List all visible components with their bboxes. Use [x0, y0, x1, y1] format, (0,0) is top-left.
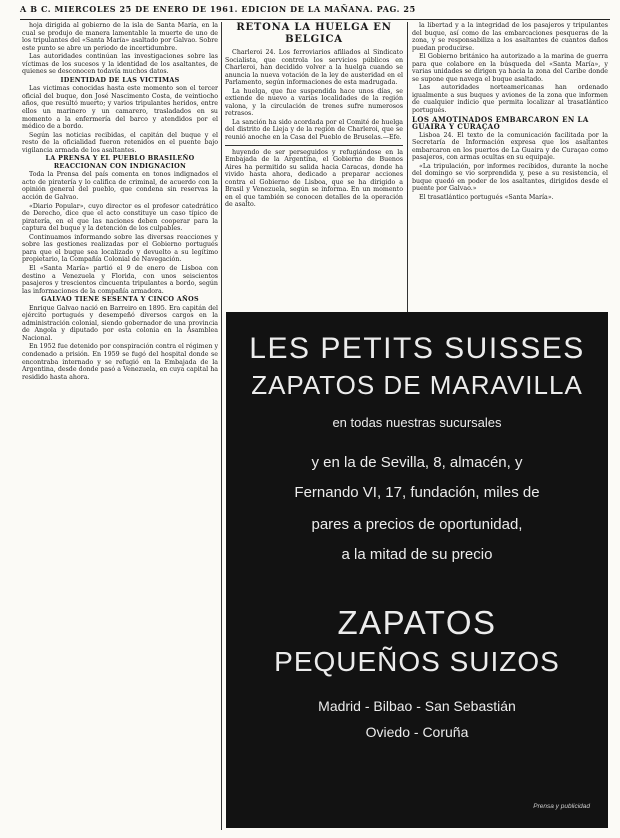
paragraph: Según las noticias recibidas, el capitán del buque y el resto de la oficialidad fueron retenidos en el puente bajo vigilancia armada de los asaltantes. — [22, 131, 218, 154]
headline-belgica: RETOÑA LA HUELGA EN BELGICA — [236, 22, 392, 45]
column-left — [22, 22, 218, 830]
paragraph: El trasatlántico portugués «Santa María». — [419, 194, 554, 202]
ad-brand: LES PETITS SUISSES — [249, 332, 585, 365]
ad-slogan: ZAPATOS DE MARAVILLA — [251, 370, 583, 400]
subheading-press: LA PRENSA Y EL PUEBLO BRASILEÑO REACCIONAN CON INDIGNACION — [45, 154, 195, 170]
paragraph: Toda la Prensa del país comenta en tonos indignados el acto de piratería y lo califica de criminal, de acuerdo con la opinión general del pueblo, que condena sin reservas la acción de Galvao. — [22, 171, 218, 202]
headline-amotinados: LOS AMOTINADOS EMBARCARON EN LA GUAIRA Y CURAÇAO — [412, 114, 589, 132]
column-divider-2 — [407, 22, 408, 312]
paragraph: «La tripulación, por informes recibidos, durante la noche del domingo se vio sorprendida y, pese a su resistencia, el buque quedó en poder de los asaltantes, dirigidos desde el puente por Galvao.» — [412, 162, 608, 193]
section-rule — [225, 145, 403, 146]
paragraph: huyendo de ser perseguidos y refugiándose en la Embajada de la Argentina, el Gobierno de Buenos Aires ha permitido su salida hacia Caracas, donde ha vivido hasta ahora, dedicado a preparar acciones contra el Gobierno de Lisboa, que se ha dirigido a Brasil y Venezuela, según se informa. En un momento en el que también se conocen detalles de la operación de asalto. — [225, 148, 403, 209]
paragraph: Enrique Galvao nació en Barreiro en 1895. Era capitán del ejército portugués y desempeñó diversos cargos en la administración colonial, siendo gobernador de una provincia de Angola y diputado por esta colonia en la Asamblea Nacional. — [22, 304, 218, 342]
ad-title-2: PEQUEÑOS SUIZOS — [274, 646, 560, 677]
subheading-victims: IDENTIDAD DE LAS VICTIMAS — [60, 75, 180, 84]
ad-body-line: Fernando VI, 17, fundación, miles de — [294, 484, 540, 501]
ad-body-line: y en la de Sevilla, 8, almacén, y — [311, 454, 523, 471]
paragraph: El Gobierno británico ha autorizado a la marina de guerra para que colabore en la búsqueda del «Santa María», y varias unidades se dirigen ya hacia la zona del Caribe donde se supone que navega el buque asaltado. — [412, 53, 608, 83]
column-middle — [225, 22, 403, 325]
column-divider-1 — [221, 22, 222, 830]
page-header: A B C. MIERCOLES 25 DE ENERO DE 1961. EDICION DE LA MAÑANA. PAG. 25 — [20, 4, 416, 14]
paragraph: Charleroi 24. Los ferroviarios afiliados al Sindicato Socialista, que controla los servicios públicos en Charleroi, han decidido volver a la huelga cuando se anuncia la nueva votación de la ley de austeridad en el Parlamento, según informaciones de esta madrugada. — [225, 49, 403, 87]
ad-body-line: pares a precios de oportunidad, — [311, 516, 523, 533]
paragraph: Las autoridades continúan las investigaciones sobre las víctimas de los sucesos y la identidad de los asaltantes, de quienes se desconocen todavía muchos datos. — [22, 53, 218, 76]
ad-subline: en todas nuestras sucursales — [332, 415, 502, 430]
ad-title: ZAPATOS — [337, 604, 497, 641]
paragraph: El «Santa María» partió el 9 de enero de Lisboa con destino a Venezuela y Florida, con unos seiscientos pasajeros y trescientos cincuenta tripulantes a bordo, según las informaciones de la compañía armadora. — [22, 264, 218, 295]
paragraph: La huelga, que fue suspendida hace unos días, se extiende de nuevo a varias localidades de la región valona, y la circulación de trenes sufre numerosos retrasos. — [225, 87, 403, 118]
paragraph: Lisboa 24. El texto de la comunicación facilitada por la Secretaría de Información expresa que los asaltantes embarcaron en los puertos de La Guaira y de Curaçao como pasajeros, con armas ocultas en su equipaje. — [412, 131, 608, 162]
ad-signature: Prensa y publicidad — [533, 803, 590, 810]
shoe-advertisement — [226, 312, 608, 828]
paragraph: la libertad y a la integridad de los pasajeros y tripulantes del buque, así como de las embarcaciones pesqueras de la zona, y se responsabiliza a los asaltantes de cuantos daños puedan producirse. — [412, 22, 608, 52]
column-right — [412, 22, 608, 322]
header-rule — [20, 19, 610, 20]
paragraph: Las autoridades norteamericanas han ordenado igualmente a sus buques y aviones de la zona que informen de cualquier indicio que permita localizar al trasatlántico portugués. — [412, 84, 608, 115]
subheading-galvao: GALVAO TIENE SESENTA Y CINCO AÑOS — [41, 295, 199, 304]
paragraph: Continuamos informando sobre las diversas reacciones y sobre las gestiones realizadas por el Gobierno portugués para que el buque sea localizado y devuelto a su legítimo propietario, la Compañía Colonial de Navegación. — [22, 233, 218, 264]
ad-cities: Madrid - Bilbao - San Sebastián — [318, 698, 516, 714]
paragraph: Las victimas conocidas hasta este momento son el tercer oficial del buque, don José Nascimento Costa, de veintiocho años, que resultó muerto; y varios tripulantes heridos, entre ellos un marinero y un camarero, trasladados en su momento a la enfermería del barco y atendidos por el médico de a bordo. — [22, 85, 218, 131]
ad-body-line: a la mitad de su precio — [341, 546, 493, 563]
paragraph: La sanción ha sido acordada por el Comité de huelga del distrito de Lieja y de la región de Charleroi, que se reunió anoche en la Casa del Pueblo de Bruselas.—Efe. — [225, 118, 403, 142]
paragraph: En 1952 fue detenido por conspiración contra el régimen y condenado a prisión. En 1959 se fugó del hospital donde se encontraba internado y se refugió en la Embajada de la Argentina, desde donde pasó a Venezuela, en cuya capital ha residido hasta ahora. — [22, 343, 218, 381]
ad-cities-2: Oviedo - Coruña — [365, 724, 469, 740]
paragraph: hoja dirigida al gobierno de la isla de Santa María, en la cual se produjo de manera lamentable la muerte de uno de los tripulantes del «Santa María» asaltado por Galvao. Sobre este punto se abre un periodo de incertidumbre. — [22, 22, 218, 52]
paragraph: «Diario Popular», cuyo director es el profesor catedrático de Derecho, dice que el acto constituye un caso típico de piratería, en el que las naciones deben cooperar para la captura del buque y la detención de los culpables. — [22, 202, 218, 233]
